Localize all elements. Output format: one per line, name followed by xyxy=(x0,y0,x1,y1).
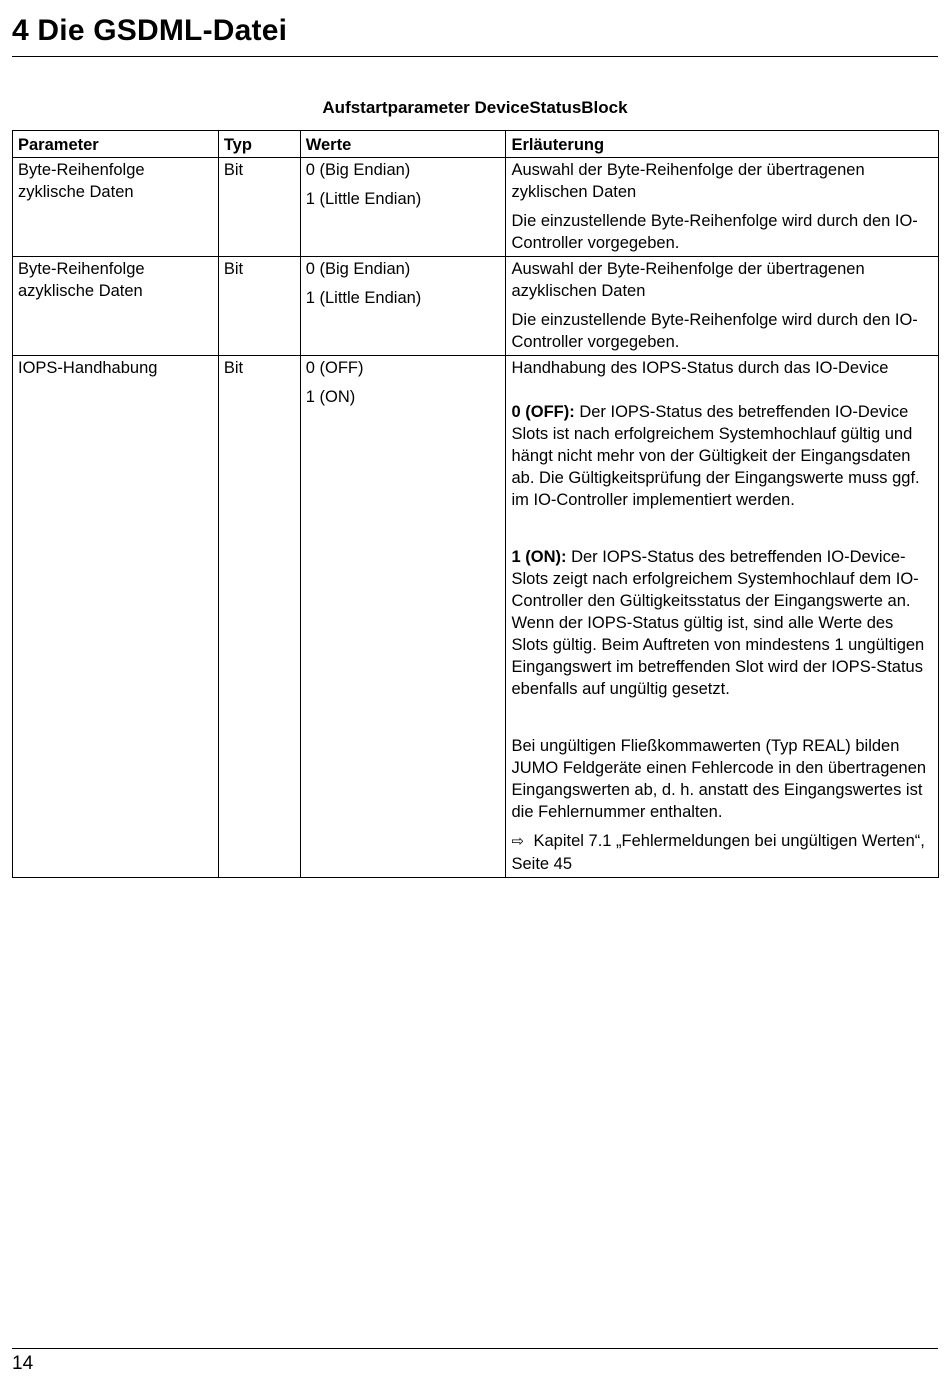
cell-typ: Bit xyxy=(218,257,300,356)
explanation-text: Auswahl der Byte-Reihenfolge der übertragenen zyklischen Daten xyxy=(511,161,865,201)
column-header-werte: Werte xyxy=(300,131,506,158)
header-rule xyxy=(12,56,938,57)
page-number: 14 xyxy=(12,1353,34,1374)
parameter-table xyxy=(12,130,939,878)
value-option: 1 (ON) xyxy=(305,388,356,406)
arrow-right-icon: ⇨ xyxy=(511,833,525,850)
cell-erlaeuterung xyxy=(506,257,939,356)
off-text: Der IOPS-Status des betreffenden IO-Device Slots ist nach erfolgreichem Systemhochlauf gültig und hängt nicht mehr von der Gültigkeit der Eingangsdaten ab. Die Gültigkeitsprüfung der Eingangswerte muss ggf. im IO-Controller implementiert werden. xyxy=(511,403,920,509)
table-header-row xyxy=(13,131,939,158)
cross-reference[interactable] xyxy=(511,830,933,875)
explanation-text: Die einzustellende Byte-Reihenfolge wird durch den IO-Controller vorgegeben. xyxy=(511,212,918,252)
column-header-typ: Typ xyxy=(218,131,300,158)
footer-rule xyxy=(12,1348,938,1349)
explanation-real-note: Bei ungültigen Fließkommawerten (Typ REAL) bilden JUMO Feldgeräte einen Fehlercode in den übertragenen Eingangswerten ab, d. h. anstatt des Eingangswertes ist die Fehlernummer enthalten. xyxy=(511,737,927,821)
value-option: 1 (Little Endian) xyxy=(305,289,422,307)
on-label: 1 (ON): xyxy=(511,548,567,566)
cell-werte xyxy=(300,356,506,878)
off-label: 0 (OFF): xyxy=(511,403,575,421)
column-header-erlaeuterung: Erläuterung xyxy=(506,131,939,158)
value-option: 1 (Little Endian) xyxy=(305,190,422,208)
explanation-on xyxy=(511,546,933,700)
explanation-off xyxy=(511,401,933,511)
table-row xyxy=(13,158,939,257)
explanation-intro: Handhabung des IOPS-Status durch das IO-Device xyxy=(511,359,889,377)
cell-werte xyxy=(300,257,506,356)
table-row xyxy=(13,257,939,356)
value-option: 0 (Big Endian) xyxy=(305,161,411,179)
cross-reference-link[interactable]: Kapitel 7.1 „Fehlermeldungen bei ungültigen Werten“, Seite 45 xyxy=(511,832,925,873)
cell-erlaeuterung xyxy=(506,356,939,878)
cell-werte xyxy=(300,158,506,257)
cell-parameter: Byte-Reihenfolge zyklische Daten xyxy=(13,158,219,257)
cell-parameter: Byte-Reihenfolge azyklische Daten xyxy=(13,257,219,356)
cell-parameter: IOPS-Handhabung xyxy=(13,356,219,878)
on-text: Der IOPS-Status des betreffenden IO-Device-Slots zeigt nach erfolgreichem Systemhochlauf dem IO-Controller den Gültigkeitsstatus der Eingangswerte an. Wenn der IOPS-Status gültig ist, sind alle Werte des Slots gültig. Beim Auftreten von mindestens 1 ungültigen Eingangswert im betreffenden Slot wird der IOPS-Status ebenfalls auf ungültig gesetzt. xyxy=(511,548,925,698)
value-option: 0 (OFF) xyxy=(305,359,364,377)
cell-typ: Bit xyxy=(218,356,300,878)
explanation-text: Auswahl der Byte-Reihenfolge der übertragenen azyklischen Daten xyxy=(511,260,865,300)
cell-erlaeuterung xyxy=(506,158,939,257)
value-option: 0 (Big Endian) xyxy=(305,260,411,278)
explanation-text: Die einzustellende Byte-Reihenfolge wird durch den IO-Controller vorgegeben. xyxy=(511,311,918,351)
table-caption: Aufstartparameter DeviceStatusBlock xyxy=(322,98,628,117)
chapter-title: 4 Die GSDML-Datei xyxy=(12,14,288,47)
column-header-parameter: Parameter xyxy=(13,131,219,158)
cell-typ: Bit xyxy=(218,158,300,257)
table-row xyxy=(13,356,939,878)
